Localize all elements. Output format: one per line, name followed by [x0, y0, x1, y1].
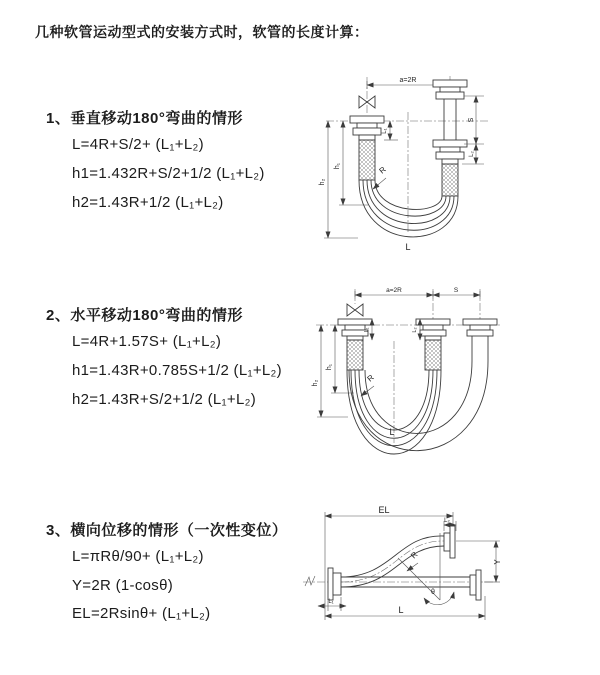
section2-heading: 2、水平移动180°弯曲的情形 — [46, 307, 243, 324]
dim-label-h1: h₁ — [326, 363, 333, 371]
section3-formula-L: L=πRθ/90+ (L₁+L₂) — [72, 548, 204, 565]
left-flange-fitting — [350, 116, 384, 140]
section1-formula-L: L=4R+S/2+ (L₁+L₂) — [72, 136, 204, 153]
section1-heading: 1、垂直移动180°弯曲的情形 — [46, 110, 243, 127]
hose-displaced-position — [341, 536, 444, 587]
dimension-a2r — [355, 287, 480, 299]
dim-label-s: S — [453, 287, 459, 294]
braided-hose-middle — [425, 340, 441, 370]
section3-formula-EL: EL=2Rsinθ+ (L₁+L₂) — [72, 605, 211, 622]
dimension-h2 — [319, 121, 358, 238]
right-flange-fitting — [470, 570, 481, 600]
dim-label-l2: L₂ — [412, 327, 418, 333]
upper-flange-fitting — [444, 526, 455, 558]
dim-label-h2: h₂ — [319, 178, 326, 186]
dim-label-l-total: L — [389, 427, 395, 437]
dim-label-h1: h₁ — [334, 162, 341, 170]
dim-label-l2: L₂ — [444, 518, 450, 524]
dimension-l — [325, 596, 485, 620]
dim-label-l-total: L — [405, 242, 411, 252]
radius-leader — [407, 550, 420, 571]
dimension-s — [433, 287, 480, 295]
dim-label-l1: L₁ — [364, 327, 370, 333]
centerline-break-mark — [305, 576, 315, 586]
section1-formula-h2: h2=1.43R+1/2 (L₁+L₂) — [72, 194, 224, 211]
dim-label-r: R — [377, 164, 388, 176]
section1-formula-h1: h1=1.432R+S/2+1/2 (L₁+L₂) — [72, 165, 265, 182]
section3-heading: 3、横向位移的情形（一次性变位） — [46, 522, 288, 539]
right-flange-fitting — [463, 319, 497, 361]
diagram-lateral-displacement — [298, 498, 570, 638]
dim-label-theta: θ — [431, 589, 435, 596]
diagram-horizontal-180-bend — [308, 283, 560, 461]
diagram-vertical-180-bend — [316, 72, 548, 258]
dim-label-a2r: a=2R — [399, 77, 417, 84]
braided-hose-left — [359, 140, 375, 180]
radius-leader — [361, 373, 376, 396]
dim-label-s: S — [468, 117, 475, 123]
dimension-s — [464, 96, 484, 144]
section2-formula-L: L=4R+1.57S+ (L₁+L₂) — [72, 333, 222, 350]
valve-icon — [347, 304, 363, 316]
right-flange-fitting-upper — [433, 80, 467, 140]
dim-label-r: R — [365, 372, 376, 384]
braided-hose-left — [347, 340, 363, 370]
page-title: 几种软管运动型式的安装方式时，软管的长度计算： — [35, 24, 369, 40]
left-flange-fitting — [328, 568, 341, 600]
dim-label-y: Y — [493, 559, 502, 565]
dimension-el — [325, 505, 453, 620]
dim-label-h2: h₂ — [312, 379, 319, 387]
dim-label-el: EL — [378, 505, 390, 515]
dim-label-l2: L₂ — [469, 151, 475, 157]
braided-hose-right — [442, 164, 458, 196]
dim-label-a2r: a=2R — [386, 287, 402, 294]
right-flange-fitting-lower — [433, 140, 467, 164]
dimension-l1 — [318, 597, 346, 611]
dim-label-r: R — [409, 549, 420, 561]
section3-formula-Y: Y=2R (1-cosθ) — [72, 577, 174, 594]
dim-label-l1: L₁ — [328, 599, 334, 605]
dimension-l1 — [382, 121, 398, 140]
section2-formula-h1: h1=1.43R+0.785S+1/2 (L₁+L₂) — [72, 362, 282, 379]
dim-label-l1: L₁ — [382, 128, 388, 134]
dim-label-l-total: L — [398, 605, 404, 615]
middle-flange-fitting — [416, 319, 450, 340]
section2-formula-h2: h2=1.43R+S/2+1/2 (L₁+L₂) — [72, 391, 257, 408]
